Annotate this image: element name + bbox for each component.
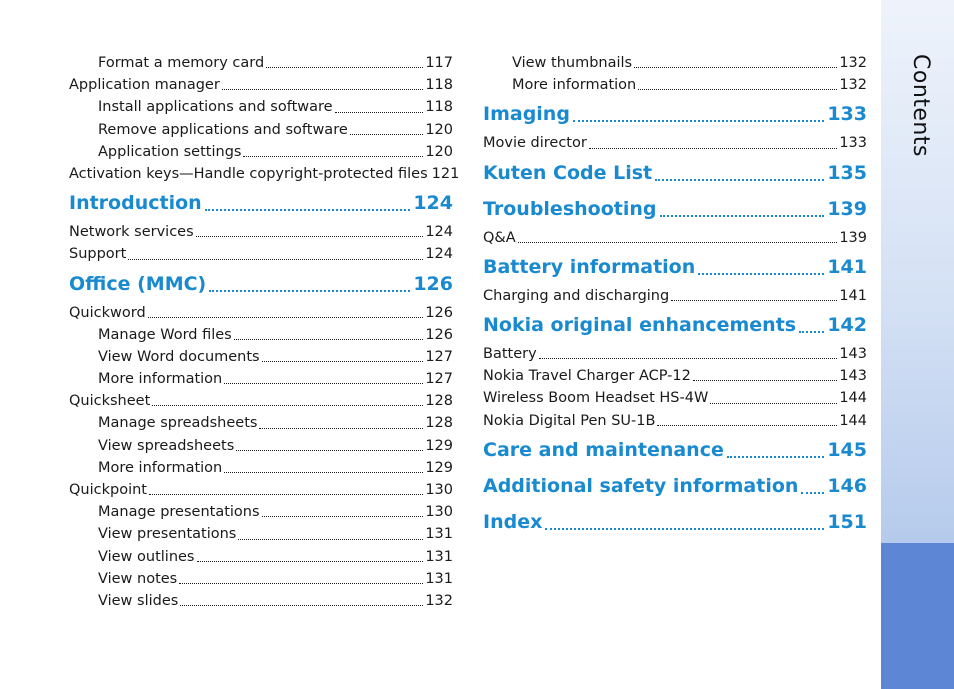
toc-subentry[interactable] (69, 523, 453, 545)
toc-title: Manage presentations (98, 504, 260, 521)
toc-subentry[interactable] (483, 52, 867, 74)
toc-entry[interactable] (483, 410, 867, 432)
toc-title: Troubleshooting (483, 197, 657, 220)
toc-dot-leader (545, 528, 824, 530)
toc-title: Quickword (69, 304, 146, 321)
toc-page-number: 130 (425, 482, 453, 498)
toc-page-number: 143 (839, 345, 867, 362)
toc-page-number: 120 (425, 143, 453, 160)
toc-page-number: 141 (827, 255, 867, 278)
toc-title: Application manager (69, 77, 220, 94)
toc-page-number: 120 (425, 121, 453, 138)
toc-title: Movie director (483, 135, 587, 152)
toc-title: Imaging (483, 103, 570, 126)
toc-entry[interactable] (483, 132, 867, 154)
toc-title: View notes (98, 570, 178, 587)
toc-page-number: 139 (839, 229, 867, 246)
toc-title: Manage spreadsheets (98, 415, 258, 432)
toc-page-number: 129 (425, 437, 453, 454)
sidebar-color-block (881, 543, 954, 689)
toc-entry[interactable] (483, 365, 867, 387)
toc-page-number: 131 (425, 526, 453, 543)
toc-title: Activation keys—Handle copyright-protected files (69, 165, 428, 182)
toc-entry[interactable] (69, 390, 453, 412)
toc-page-number: 132 (425, 592, 453, 609)
toc-page-number: 124 (413, 192, 453, 215)
toc-title: Quicksheet (69, 393, 151, 410)
toc-dot-leader (209, 290, 410, 292)
toc-dot-leader (660, 215, 825, 217)
toc-page-number: 133 (827, 103, 867, 126)
toc-subentry[interactable] (69, 141, 453, 163)
toc-title: Office (MMC) (69, 272, 207, 295)
toc-dot-leader (638, 89, 837, 90)
toc-subentry[interactable] (483, 74, 867, 96)
toc-page-number: 124 (425, 246, 453, 263)
toc-dot-leader (799, 331, 824, 333)
toc-entry[interactable] (483, 387, 867, 409)
toc-dot-leader (238, 539, 423, 540)
toc-page-number: 129 (425, 459, 453, 476)
toc-dot-leader (243, 156, 423, 157)
toc-entry[interactable] (483, 227, 867, 249)
toc-title: More information (98, 459, 223, 476)
toc-section-heading[interactable] (483, 468, 867, 504)
toc-subentry[interactable] (69, 501, 453, 523)
toc-title: Introduction (69, 192, 202, 215)
toc-section-heading[interactable] (483, 504, 867, 540)
toc-subentry[interactable] (69, 52, 453, 74)
toc-title: View slides (98, 592, 179, 609)
toc-dot-leader (266, 67, 423, 68)
toc-subentry[interactable] (69, 435, 453, 457)
toc-entry[interactable] (69, 163, 460, 185)
toc-page-number: 131 (425, 548, 453, 565)
toc-page-number: 142 (827, 313, 867, 336)
toc-title: Install applications and software (98, 99, 333, 116)
toc-dot-leader (350, 134, 424, 135)
toc-section-heading[interactable] (483, 155, 867, 191)
toc-page-number: 145 (827, 438, 867, 461)
toc-dot-leader (573, 120, 824, 122)
section-label: Contents (908, 54, 933, 157)
toc-title: Additional safety information (483, 474, 799, 497)
toc-right-column (483, 52, 867, 540)
toc-subentry[interactable] (69, 346, 453, 368)
toc-dot-leader (224, 472, 423, 473)
toc-title: Q&A (483, 229, 516, 246)
toc-title: Network services (69, 224, 194, 241)
toc-page-number: 126 (413, 272, 453, 295)
toc-dot-leader (180, 605, 423, 606)
toc-page-number: 127 (425, 371, 453, 388)
toc-section-heading[interactable] (483, 307, 867, 343)
toc-page-number: 144 (839, 412, 867, 429)
toc-entry[interactable] (69, 243, 453, 265)
toc-title: Battery (483, 345, 537, 362)
toc-page-number: 117 (425, 55, 453, 71)
section-sidebar (881, 0, 954, 689)
toc-page-number: 143 (839, 368, 867, 385)
toc-page-number: 130 (425, 504, 453, 521)
toc-page-number: 118 (425, 99, 453, 116)
toc-page-number: 126 (425, 304, 453, 321)
toc-title: More information (98, 371, 223, 388)
toc-dot-leader (152, 405, 423, 406)
toc-dot-leader (801, 492, 824, 494)
toc-title: Kuten Code List (483, 161, 653, 184)
toc-dot-leader (262, 361, 424, 362)
toc-dot-leader (655, 179, 824, 181)
toc-title: Application settings (98, 143, 242, 160)
toc-section-heading[interactable] (483, 191, 867, 227)
toc-section-heading[interactable] (483, 432, 867, 468)
toc-page-number: 146 (827, 474, 867, 497)
toc-title: Nokia Travel Charger ACP-12 (483, 368, 691, 385)
toc-subentry[interactable] (69, 457, 453, 479)
toc-dot-leader (196, 236, 424, 237)
toc-title: Battery information (483, 255, 696, 278)
toc-page-number: 127 (425, 348, 453, 365)
toc-dot-leader (539, 358, 838, 359)
toc-title: View outlines (98, 548, 195, 565)
toc-title: Manage Word files (98, 326, 232, 343)
toc-page-number: 132 (839, 77, 867, 94)
toc-subentry[interactable] (69, 324, 453, 346)
toc-dot-leader (222, 89, 424, 90)
toc-title: Quickpoint (69, 482, 147, 498)
toc-dot-leader (657, 425, 837, 426)
toc-page-number: 139 (827, 197, 867, 220)
toc-dot-leader (128, 259, 423, 260)
toc-entry[interactable] (483, 343, 867, 365)
toc-title: Wireless Boom Headset HS-4W (483, 390, 709, 407)
toc-title: Remove applications and software (98, 121, 348, 138)
toc-subentry[interactable] (69, 590, 453, 612)
toc-section-heading[interactable] (483, 249, 867, 285)
toc-page-number: 144 (839, 390, 867, 407)
toc-subentry[interactable] (69, 368, 453, 390)
toc-dot-leader (197, 561, 424, 562)
toc-page-number: 131 (425, 570, 453, 587)
toc-title: View Word documents (98, 348, 260, 365)
toc-left-column (69, 52, 460, 612)
toc-dot-leader (148, 317, 424, 318)
toc-dot-leader (710, 403, 837, 404)
toc-dot-leader (236, 450, 423, 451)
toc-page-number: 118 (425, 77, 453, 94)
toc-subentry[interactable] (69, 568, 453, 590)
toc-title: Nokia original enhancements (483, 313, 797, 336)
toc-section-heading[interactable] (69, 185, 453, 221)
toc-dot-leader (518, 242, 838, 243)
toc-subentry[interactable] (69, 119, 453, 141)
toc-title: Format a memory card (98, 55, 265, 71)
toc-dot-leader (262, 516, 424, 517)
toc-title: View presentations (98, 526, 237, 543)
toc-entry[interactable] (69, 74, 453, 96)
toc-dot-leader (698, 273, 824, 275)
toc-dot-leader (179, 583, 423, 584)
toc-page-number: 141 (839, 287, 867, 304)
toc-section-heading[interactable] (483, 96, 867, 132)
toc-dot-leader (149, 494, 423, 495)
toc-dot-leader (335, 112, 424, 113)
toc-dot-leader (727, 456, 824, 458)
toc-dot-leader (589, 148, 838, 149)
toc-title: Care and maintenance (483, 438, 724, 461)
toc-entry[interactable] (69, 221, 453, 243)
toc-page-number: 151 (827, 510, 867, 533)
toc-entry[interactable] (483, 285, 867, 307)
toc-dot-leader (234, 339, 424, 340)
toc-page-number: 126 (425, 326, 453, 343)
toc-dot-leader (693, 380, 837, 381)
toc-page-number: 128 (425, 393, 453, 410)
toc-subentry[interactable] (69, 546, 453, 568)
toc-entry[interactable] (69, 479, 453, 501)
toc-dot-leader (224, 383, 423, 384)
toc-entry[interactable] (69, 302, 453, 324)
toc-title: View thumbnails (512, 55, 633, 71)
toc-title: Nokia Digital Pen SU-1B (483, 412, 656, 429)
toc-page-number: 132 (839, 55, 867, 71)
toc-dot-leader (259, 428, 423, 429)
toc-page-number: 121 (431, 165, 460, 182)
toc-dot-leader (634, 67, 837, 68)
toc-dot-leader (671, 300, 837, 301)
toc-page-number: 133 (839, 135, 867, 152)
toc-title: More information (512, 77, 637, 94)
toc-title: View spreadsheets (98, 437, 235, 454)
toc-title: Support (69, 246, 127, 263)
toc-page-number: 128 (425, 415, 453, 432)
toc-page-number: 124 (425, 224, 453, 241)
toc-dot-leader (205, 209, 411, 211)
toc-section-heading[interactable] (69, 266, 453, 302)
toc-subentry[interactable] (69, 412, 453, 434)
toc-title: Index (483, 510, 543, 533)
toc-subentry[interactable] (69, 96, 453, 118)
toc-page-number: 135 (827, 161, 867, 184)
toc-title: Charging and discharging (483, 287, 670, 304)
